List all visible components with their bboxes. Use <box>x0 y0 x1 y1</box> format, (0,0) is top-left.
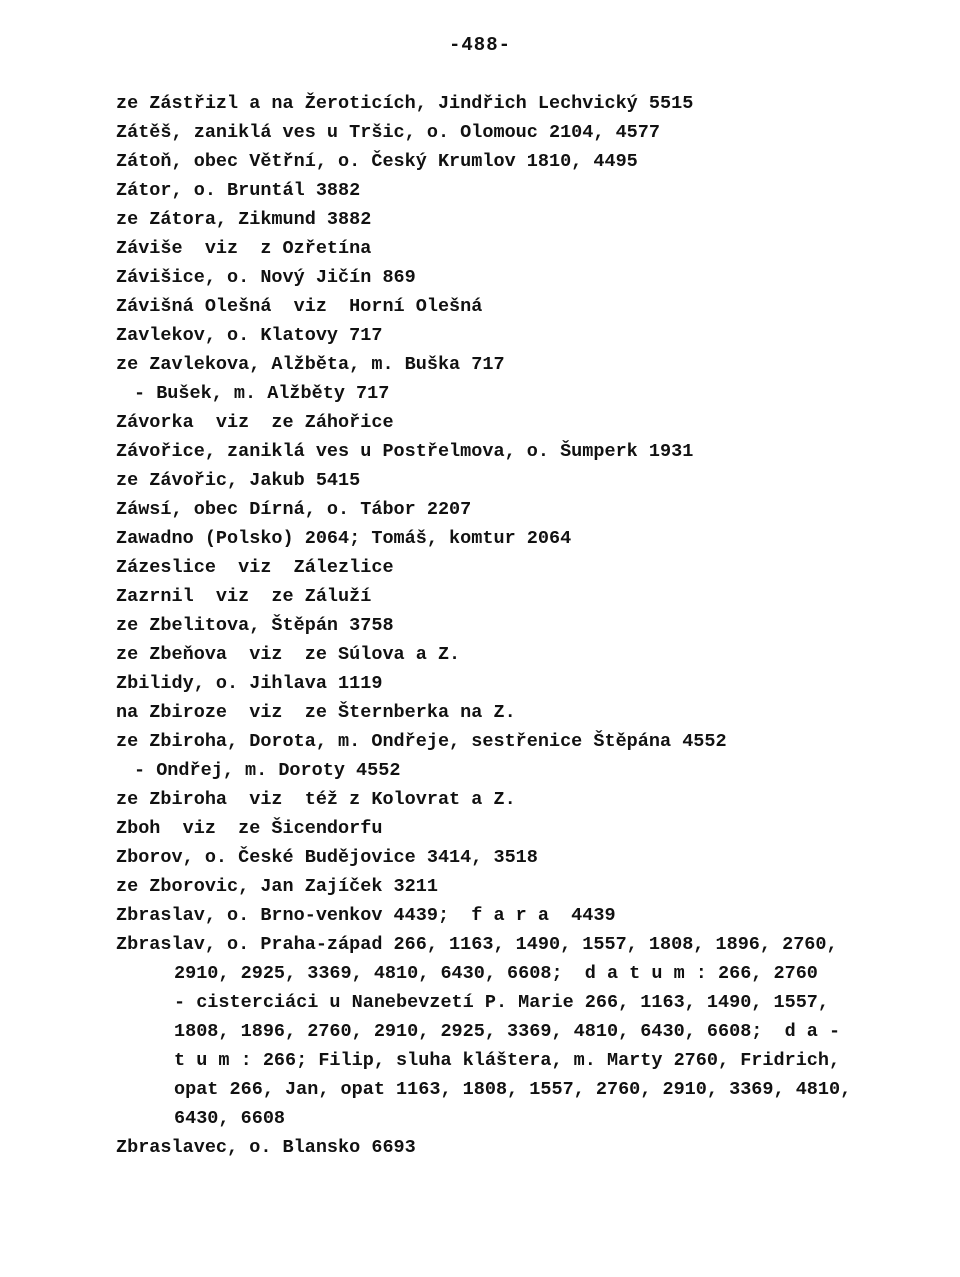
index-entry: Zázeslice viz Zálezlice <box>116 557 394 578</box>
index-entry-continuation: 2910, 2925, 3369, 4810, 6430, 6608; d a t u m : 266, 2760 <box>174 963 818 984</box>
index-entry: na Zbiroze viz ze Šternberka na Z. <box>116 702 516 723</box>
index-entry: ze Zástřizl a na Žeroticích, Jindřich Lechvický 5515 <box>116 93 694 114</box>
index-entry: Zbraslav, o. Praha-západ 266, 1163, 1490, 1557, 1808, 1896, 2760, <box>116 934 838 955</box>
index-entry-continuation: t u m : 266; Filip, sluha kláštera, m. Marty 2760, Fridrich, <box>174 1050 841 1071</box>
index-entry: Zbraslavec, o. Blansko 6693 <box>116 1137 416 1158</box>
index-entry: ze Zavlekova, Alžběta, m. Buška 717 <box>116 354 505 375</box>
index-entry: ze Zbeňova viz ze Súlova a Z. <box>116 644 461 665</box>
index-subentry: - Bušek, m. Alžběty 717 <box>134 383 390 404</box>
index-entry: ze Zbelitova, Štěpán 3758 <box>116 615 394 636</box>
index-entry-continuation: opat 266, Jan, opat 1163, 1808, 1557, 2760, 2910, 3369, 4810, <box>174 1079 852 1100</box>
index-entry: Zbraslav, o. Brno-venkov 4439; f a r a 4439 <box>116 905 616 926</box>
index-entry: Zbilidy, o. Jihlava 1119 <box>116 673 383 694</box>
index-entry: Zborov, o. České Budějovice 3414, 3518 <box>116 847 538 868</box>
index-entry: Závorka viz ze Záhořice <box>116 412 394 433</box>
index-entry: ze Závořic, Jakub 5415 <box>116 470 361 491</box>
index-subentry: - Ondřej, m. Doroty 4552 <box>134 760 401 781</box>
index-entry: Závišice, o. Nový Jičín 869 <box>116 267 416 288</box>
index-entry: Závořice, zaniklá ves u Postřelmova, o. Šumperk 1931 <box>116 441 694 462</box>
index-entry: Zawadno (Polsko) 2064; Tomáš, komtur 2064 <box>116 528 572 549</box>
index-entry-continuation: 1808, 1896, 2760, 2910, 2925, 3369, 4810, 6430, 6608; d a - <box>174 1021 841 1042</box>
index-entry: ze Zátora, Zikmund 3882 <box>116 209 372 230</box>
index-entry-list <box>116 89 916 1162</box>
index-entry: Závišná Olešná viz Horní Olešná <box>116 296 483 317</box>
index-entry-continuation: - cisterciáci u Nanebevzetí P. Marie 266, 1163, 1490, 1557, <box>174 992 830 1013</box>
index-entry: Zátor, o. Bruntál 3882 <box>116 180 361 201</box>
index-entry: Zátoň, obec Větřní, o. Český Krumlov 1810, 4495 <box>116 151 638 172</box>
index-entry: Zazrnil viz ze Záluží <box>116 586 372 607</box>
index-entry: Zátěš, zaniklá ves u Tršic, o. Olomouc 2104, 4577 <box>116 122 660 143</box>
index-entry: Zavlekov, o. Klatovy 717 <box>116 325 383 346</box>
index-entry: Záwsí, obec Dírná, o. Tábor 2207 <box>116 499 472 520</box>
page-number: -488- <box>448 34 511 56</box>
index-entry: ze Zbiroha viz též z Kolovrat a Z. <box>116 789 516 810</box>
index-entry-continuation: 6430, 6608 <box>174 1108 286 1129</box>
index-entry: Zboh viz ze Šicendorfu <box>116 818 383 839</box>
index-entry: ze Zborovic, Jan Zajíček 3211 <box>116 876 438 897</box>
index-entry: ze Zbiroha, Dorota, m. Ondřeje, sestřenice Štěpána 4552 <box>116 731 727 752</box>
index-entry: Záviše viz z Ozřetína <box>116 238 372 259</box>
